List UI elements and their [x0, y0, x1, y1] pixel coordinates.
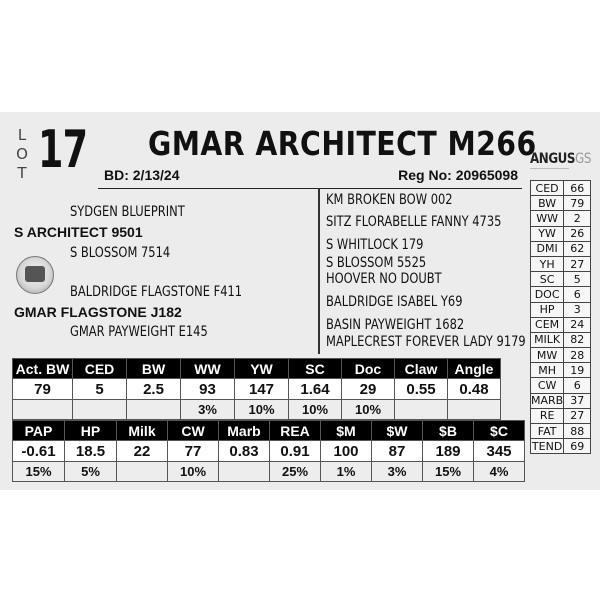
side-table-label: MILK [531, 332, 564, 347]
angus-logo-suffix: GS [575, 151, 591, 167]
side-table-label: BW [531, 196, 564, 211]
sire-sire: SYDGEN BLUEPRINT [70, 204, 185, 220]
pedigree-divider [318, 188, 320, 354]
epd-table-1-header-cell: CED [73, 359, 127, 379]
epd-table-2-header-cell: Marb [219, 421, 270, 441]
pedigree-right-7: BASIN PAYWEIGHT 1682 [326, 317, 465, 333]
side-table-row [531, 211, 591, 226]
epd-table-2-percentile-cell [117, 462, 168, 482]
epd-table-2-header-cell: Milk [117, 421, 168, 441]
seal-icon [16, 256, 54, 294]
side-table-value: 6 [564, 287, 591, 302]
epd-table-1-value-cell: 147 [235, 379, 289, 400]
side-table-value: 79 [564, 196, 591, 211]
side-table-value: 88 [564, 424, 591, 439]
epd-table-2-percentile-cell [219, 462, 270, 482]
side-table-value: 3 [564, 302, 591, 317]
side-table-value: 27 [564, 408, 591, 423]
side-table-row [531, 181, 591, 196]
epd-table-2-value-cell: 77 [168, 441, 219, 462]
lot-letter: T [17, 164, 27, 182]
side-table-row [531, 256, 591, 271]
side-table-label: DOC [531, 287, 564, 302]
side-table-label: FAT [531, 424, 564, 439]
side-table-label: CED [531, 181, 564, 196]
epd-table-2-value-cell: 22 [117, 441, 168, 462]
epd-table-1-header-cell: Act. BW [13, 359, 73, 379]
side-table-value: 2 [564, 211, 591, 226]
side-table-label: YH [531, 256, 564, 271]
epd-table-1-percentile-cell: 10% [235, 400, 289, 420]
epd-table-1-percentile-cell [73, 400, 127, 420]
epd-table-1-value-cell: 5 [73, 379, 127, 400]
pedigree-right-8: MAPLECREST FOREVER LADY 9179 [326, 334, 526, 350]
side-table-row [531, 302, 591, 317]
side-table-value: 5 [564, 272, 591, 287]
side-table-row [531, 378, 591, 393]
side-table-label: YW [531, 226, 564, 241]
epd-table-2-percentile-cell: 3% [372, 462, 423, 482]
epd-table-2-percentile-cell: 15% [13, 462, 65, 482]
side-table-value: 62 [564, 241, 591, 256]
epd-table-1-header-cell: Angle [448, 359, 501, 379]
epd-table-2 [12, 420, 525, 482]
epd-table-1-percentile-cell [127, 400, 181, 420]
side-table-row [531, 439, 591, 454]
epd-table-1-value-cell: 0.55 [395, 379, 448, 400]
epd-table-2-header-cell: $M [321, 421, 372, 441]
lot-number: 17 [38, 120, 88, 180]
epd-table-2-percentile-row [13, 462, 525, 482]
epd-table-1-value-cell: 1.64 [289, 379, 342, 400]
pedigree-right-6: BALDRIDGE ISABEL Y69 [326, 294, 463, 310]
side-table-value: 66 [564, 181, 591, 196]
side-table-label: MH [531, 363, 564, 378]
epd-table-2-header-cell: HP [65, 421, 117, 441]
epd-table-2-percentile-cell: 10% [168, 462, 219, 482]
lot-label [14, 126, 30, 183]
side-table-value: 27 [564, 256, 591, 271]
epd-table-1-header-cell: WW [181, 359, 235, 379]
epd-table-2-value-cell: 87 [372, 441, 423, 462]
epd-table-2-value-cell: 0.91 [270, 441, 321, 462]
side-table-label: CW [531, 378, 564, 393]
side-table-row [531, 363, 591, 378]
epd-table-1-percentile-cell [395, 400, 448, 420]
epd-table-1-percentile-cell: 3% [181, 400, 235, 420]
side-table-value: 82 [564, 332, 591, 347]
pedigree-right-1: KM BROKEN BOW 002 [326, 192, 453, 208]
side-table-value: 19 [564, 363, 591, 378]
percentile-side-table [530, 180, 591, 454]
dam: GMAR FLAGSTONE J182 [14, 304, 182, 320]
side-table-row [531, 241, 591, 256]
epd-table-1-value-cell: 93 [181, 379, 235, 400]
side-table-value: 24 [564, 317, 591, 332]
side-table-row [531, 393, 591, 408]
pedigree-right-5: HOOVER NO DOUBT [326, 271, 442, 287]
epd-table-2-percentile-cell: 1% [321, 462, 372, 482]
epd-table-2-value-row [13, 441, 525, 462]
side-table-value: 69 [564, 439, 591, 454]
epd-table-1-value-cell: 79 [13, 379, 73, 400]
side-table-value: 26 [564, 226, 591, 241]
dam-dam: GMAR PAYWEIGHT E145 [70, 324, 208, 340]
dam-sire: BALDRIDGE FLAGSTONE F411 [70, 284, 243, 300]
side-table-row [531, 348, 591, 363]
epd-table-1-value-cell: 2.5 [127, 379, 181, 400]
epd-table-2-value-cell: 0.83 [219, 441, 270, 462]
epd-table-2-percentile-cell: 25% [270, 462, 321, 482]
epd-table-1-percentile-cell: 10% [289, 400, 342, 420]
side-table-value: 6 [564, 378, 591, 393]
sire: S ARCHITECT 9501 [14, 224, 143, 240]
side-table-row [531, 272, 591, 287]
epd-table-2-percentile-cell: 4% [474, 462, 525, 482]
side-table-row [531, 317, 591, 332]
side-table-label: WW [531, 211, 564, 226]
sire-dam: S BLOSSOM 7514 [70, 245, 171, 261]
epd-table-1-percentile-cell [13, 400, 73, 420]
epd-table-1-percentile-cell [448, 400, 501, 420]
angus-logo-word: ANGUS [530, 151, 576, 167]
pedigree-right-4: S BLOSSOM 5525 [326, 255, 427, 271]
epd-table-2-header-cell: REA [270, 421, 321, 441]
birth-date: BD: 2/13/24 [104, 167, 180, 183]
side-table-row [531, 196, 591, 211]
lot-letter: O [16, 145, 28, 163]
side-table-row [531, 424, 591, 439]
side-table-label: RE [531, 408, 564, 423]
pedigree-right-3: S WHITLOCK 179 [326, 237, 424, 253]
epd-table-2-header-cell: $B [423, 421, 474, 441]
epd-table-2-value-cell: 100 [321, 441, 372, 462]
epd-table-1-percentile-cell: 10% [342, 400, 395, 420]
side-table-label: DMI [531, 241, 564, 256]
lot-letter: L [17, 126, 27, 144]
epd-table-2-value-cell: 18.5 [65, 441, 117, 462]
epd-table-1-value-row [13, 379, 501, 400]
side-table-label: HP [531, 302, 564, 317]
epd-table-2-header-cell: PAP [13, 421, 65, 441]
angus-gs-logo [530, 150, 590, 180]
animal-name: GMAR ARCHITECT M266 [148, 124, 537, 163]
epd-table-1-header-cell: Claw [395, 359, 448, 379]
side-table-row [531, 287, 591, 302]
side-table-value: 28 [564, 348, 591, 363]
epd-table-2-value-cell: 345 [474, 441, 525, 462]
epd-table-1-header-cell: Doc [342, 359, 395, 379]
pedigree-right-2: SITZ FLORABELLE FANNY 4735 [326, 214, 502, 230]
epd-table-1-header-row [13, 359, 501, 379]
epd-table-1-header-cell: YW [235, 359, 289, 379]
epd-table-1-percentile-row [13, 400, 501, 420]
epd-table-1-header-cell: BW [127, 359, 181, 379]
side-table-label: MW [531, 348, 564, 363]
side-table-label: SC [531, 272, 564, 287]
side-table-label: MARB [531, 394, 564, 408]
registration-number: Reg No: 20965098 [398, 167, 518, 183]
side-table-value: 37 [564, 393, 591, 408]
side-table-row [531, 226, 591, 241]
epd-table-2-percentile-cell: 15% [423, 462, 474, 482]
epd-table-1 [12, 358, 501, 420]
epd-table-2-header-cell: CW [168, 421, 219, 441]
side-table-row [531, 332, 591, 347]
side-table-label: CEM [531, 317, 564, 332]
epd-table-2-header-row [13, 421, 525, 441]
epd-table-1-value-cell: 29 [342, 379, 395, 400]
epd-table-2-value-cell: -0.61 [13, 441, 65, 462]
epd-table-2-header-cell: $C [474, 421, 525, 441]
epd-table-2-value-cell: 189 [423, 441, 474, 462]
epd-table-2-percentile-cell: 5% [65, 462, 117, 482]
epd-table-1-value-cell: 0.48 [448, 379, 501, 400]
epd-table-1-header-cell: SC [289, 359, 342, 379]
side-table-label: TEND [531, 439, 563, 453]
epd-table-2-header-cell: $W [372, 421, 423, 441]
birth-registration-line [98, 166, 522, 189]
angus-logo-rule: ─────────── [530, 166, 569, 172]
side-table-row [531, 408, 591, 423]
